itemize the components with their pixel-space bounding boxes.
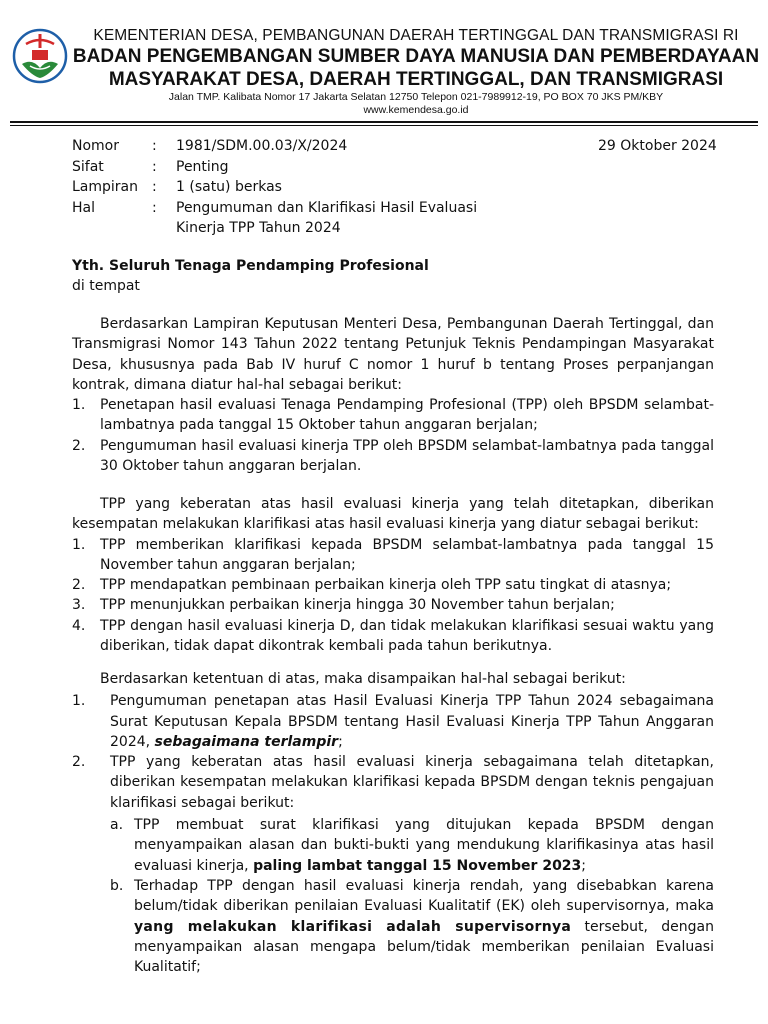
agency-name-line1: BADAN PENGEMBANGAN SUMBER DAYA MANUSIA DAN PEMBERDAYAAN: [72, 46, 760, 67]
section-1: [72, 314, 714, 476]
section3-intro: Berdasarkan ketentuan di atas, maka disampaikan hal-hal sebagai berikut:: [100, 671, 626, 687]
list-item: 2. TPP yang keberatan atas hasil evaluasi kinerja sebagaimana telah ditetapkan, diberikan kesempatan melakukan klarifikasi kepada BPSDM dengan teknis pengajuan klarifikasi sebagai berikut: a. TPP membuat surat klarifikasi yang ditujukan kepada BPSDM dengan menyampaikan alasan dan bukti-bukti yang mendukung klarifikasinya atas hasil evaluasi kinerja, paling lambat tanggal 15 November 2023; b. Terhadap TPP dengan hasil evaluasi kinerja rendah, yang disebabkan karena belum/tidak diberikan penilaian Evaluasi Kualitatif (EK) oleh supervisornya, maka yang melakukan klarifikasi adalah supervisornya tersebut, dengan menyampaikan alasan mengapa belum/tidak memberikan penilaian Evaluasi Kualitatif;: [72, 752, 714, 977]
sub-list-item: b. Terhadap TPP dengan hasil evaluasi kinerja rendah, yang disebabkan karena belum/tidak diberikan penilaian Evaluasi Kualitatif (EK) oleh supervisornya, maka yang melakukan klarifikasi adalah supervisornya tersebut, dengan menyampaikan alasan mengapa belum/tidak memberikan penilaian Evaluasi Kualitatif;: [110, 877, 715, 976]
letter-meta: [72, 136, 506, 239]
colon: :: [152, 179, 157, 195]
recipient-place: di tempat: [72, 278, 140, 295]
attachment-emphasis: sebagaimana terlampir: [154, 733, 339, 750]
ministry-name: KEMENTERIAN DESA, PEMBANGUNAN DAERAH TERTINGGAL DAN TRANSMIGRASI RI: [93, 27, 739, 44]
list-item: 2. Pengumuman hasil evaluasi kinerja TPP oleh BPSDM selambat-lambatnya pada tanggal 30 Oktober tahun anggaran berjalan.: [72, 437, 714, 475]
hal-label: Hal: [72, 199, 95, 216]
recipient-block: [72, 256, 714, 297]
letterhead-divider-thick: [10, 121, 758, 123]
recipient-to: Yth. Seluruh Tenaga Pendamping Profesional: [72, 258, 429, 274]
colon: :: [152, 138, 157, 154]
lampiran-value: 1 (satu) berkas: [176, 179, 282, 195]
list-item: 4. TPP dengan hasil evaluasi kinerja D, dan tidak melakukan klarifikasi sesuai waktu yang diberikan, tidak dapat dikontrak kembali pada tahun berikutnya.: [72, 617, 714, 655]
hal-value-line1: Pengumuman dan Klarifikasi Hasil Evaluasi: [176, 199, 478, 216]
agency-website: www.kemendesa.go.id: [363, 104, 469, 116]
nomor-label: Nomor: [72, 138, 119, 154]
letterhead: [0, 0, 768, 118]
colon: :: [152, 199, 157, 216]
hal-value-line2: Kinerja TPP Tahun 2024: [176, 220, 341, 236]
section2-intro: TPP yang keberatan atas hasil evaluasi kinerja yang telah ditetapkan, diberikan kesempatan melakukan klarifikasi atas hasil evaluasi kinerja yang diatur sebagai berikut:: [72, 496, 714, 533]
sifat-label: Sifat: [72, 158, 104, 175]
letter-date: 29 Oktober 2024: [598, 138, 717, 154]
section-2: [72, 494, 714, 656]
sub-list-item: a. TPP membuat surat klarifikasi yang ditujukan kepada BPSDM dengan menyampaikan alasan dan bukti-bukti yang mendukung klarifikasinya atas hasil evaluasi kinerja, paling lambat tanggal 15 November 2023;: [110, 817, 714, 874]
list-item: 1. Penetapan hasil evaluasi Tenaga Pendamping Profesional (TPP) oleh BPSDM selambat-lambatnya pada tanggal 15 Oktober tahun anggaran berjalan;: [72, 397, 714, 434]
colon: :: [152, 158, 157, 175]
section1-intro: Berdasarkan Lampiran Keputusan Menteri Desa, Pembangunan Daerah Tertinggal, dan Transmigrasi Nomor 143 Tahun 2022 tentang Petunjuk Teknis Pendampingan Masyarakat Desa, khususnya pada Bab IV huruf C nomor 1 huruf b tentang Proses perpanjangan kontrak, dimana diatur hal-hal sebagai berikut:: [72, 316, 714, 393]
kemendesa-logo-icon: [12, 28, 68, 84]
list-item: 3. TPP menunjukkan perbaikan kinerja hingga 30 November tahun berjalan;: [72, 597, 615, 614]
list-item: 1. TPP memberikan klarifikasi kepada BPSDM selambat-lambatnya pada tanggal 15 November tahun anggaran berjalan;: [72, 536, 714, 573]
deadline-emphasis: paling lambat tanggal 15 November 2023: [253, 857, 582, 874]
lampiran-label: Lampiran: [72, 179, 139, 195]
nomor-value: 1981/SDM.00.03/X/2024: [176, 138, 348, 154]
list-item: 2. TPP mendapatkan pembinaan perbaikan kinerja oleh TPP satu tingkat di atasnya;: [72, 577, 672, 594]
sifat-value: Penting: [176, 158, 229, 175]
agency-address: Jalan TMP. Kalibata Nomor 17 Jakarta Selatan 12750 Telepon 021-7989912-19, PO BOX 70 JKS PM/KBY: [168, 91, 664, 103]
letterhead-divider-thin: [10, 125, 758, 126]
supervisor-emphasis: yang melakukan klarifikasi adalah supervisornya: [134, 918, 572, 935]
list-item: 1. Pengumuman penetapan atas Hasil Evaluasi Kinerja TPP Tahun 2024 sebagaimana Surat Keputusan Kepala BPSDM tentang Hasil Evaluasi Kinerja TPP Tahun Anggaran 2024, sebagaimana terlampir;: [72, 693, 714, 750]
section-3: [72, 669, 714, 977]
agency-name-line2: MASYARAKAT DESA, DAERAH TERTINGGAL, DAN TRANSMIGRASI: [108, 69, 724, 90]
